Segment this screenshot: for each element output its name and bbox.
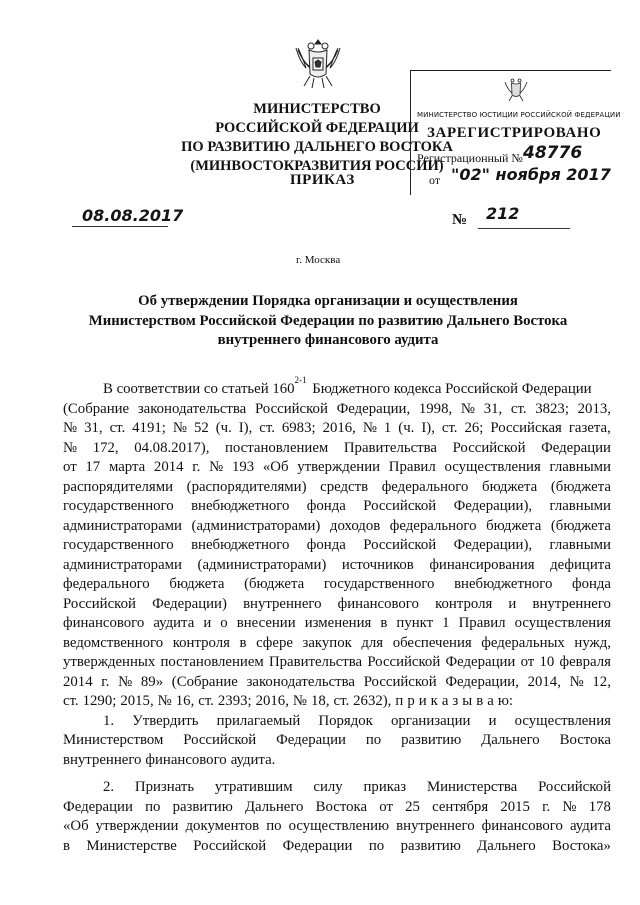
word: Федерации — [63, 798, 133, 815]
word: для — [361, 634, 384, 651]
word: утвержденных — [63, 654, 156, 670]
word: 10 — [539, 654, 555, 670]
word: 04.08.2017), — [134, 439, 210, 456]
word: газета, — [568, 420, 611, 436]
word: 2015 — [500, 798, 530, 815]
word: Федерации — [541, 439, 611, 456]
body-line — [63, 751, 611, 771]
word: 12, — [592, 673, 611, 690]
word: по — [368, 837, 385, 854]
word: № — [460, 400, 475, 417]
word: аудита. — [230, 751, 276, 768]
word: Российской — [183, 732, 257, 748]
word: внутреннего — [532, 595, 611, 612]
word: федерального — [389, 517, 477, 534]
word: (ч. — [398, 420, 415, 436]
word: 2016, — [255, 693, 289, 709]
word: р — [407, 693, 415, 709]
word: 2013, — [577, 400, 611, 417]
word: 1 — [383, 420, 392, 436]
order-number: 212 — [486, 204, 520, 223]
word: постановлением — [224, 439, 329, 456]
word: (администраторами) — [191, 517, 321, 534]
word: и — [488, 712, 497, 729]
word: Министерством — [63, 732, 164, 748]
word: силу — [313, 779, 343, 795]
word: от — [63, 459, 77, 475]
word: ю: — [497, 693, 513, 709]
word: распорядителями — [63, 478, 174, 495]
word: финансового — [337, 595, 419, 612]
word: закупок — [302, 634, 352, 651]
word: в — [380, 615, 388, 631]
order-date: 08.08.2017 — [82, 206, 184, 225]
word: Востока» — [552, 837, 611, 854]
word: финансового — [481, 818, 563, 834]
word: 31, — [84, 420, 103, 436]
word: № — [63, 439, 78, 456]
word: Российской — [363, 673, 437, 690]
word: Востока — [559, 732, 611, 748]
word: 2016, — [322, 420, 356, 436]
word: фонда — [571, 576, 611, 592]
word: внесении — [236, 615, 296, 631]
word: Утвердить — [132, 712, 199, 729]
document-body — [63, 375, 611, 856]
word: г. — [192, 459, 201, 475]
word: «Об — [262, 459, 289, 475]
heading-line-3: внутреннего финансового аудита — [217, 332, 439, 348]
word: Федерации), — [453, 537, 533, 553]
word: внебюджетного — [191, 498, 290, 514]
word: по — [266, 818, 282, 834]
word: Дальнего — [477, 837, 536, 854]
ministry-line-4: (МИНВОСТОКРАЗВИТИЯ РОССИИ) — [190, 158, 444, 174]
stamp-reg-label: Регистрационный № — [417, 151, 523, 165]
word: Дальнего — [244, 798, 304, 815]
word: з — [452, 693, 459, 709]
word: № — [562, 798, 577, 815]
word: развитию — [172, 798, 233, 815]
word: дефицита — [550, 556, 611, 573]
word: бюджета — [169, 576, 225, 592]
date-underline — [72, 226, 168, 227]
word: 2014, — [527, 673, 561, 690]
word: № — [63, 420, 78, 436]
word: от — [379, 798, 393, 815]
word: и — [418, 693, 427, 709]
word: источников — [341, 556, 414, 573]
body-line — [63, 778, 611, 798]
word: администраторами — [63, 517, 182, 534]
word: Правил — [458, 615, 506, 631]
word: в — [476, 693, 484, 709]
word: осуществления — [514, 615, 611, 631]
stamp-ministry-of-justice: МИНИСТЕРСТВО ЮСТИЦИИ РОССИЙСКОЙ ФЕДЕРАЦИИ — [417, 111, 621, 119]
word: а — [487, 693, 494, 709]
word: по — [145, 798, 161, 815]
word: 2. — [103, 779, 115, 795]
word: документов — [185, 818, 260, 834]
body-line — [63, 419, 611, 439]
body-line — [63, 497, 611, 517]
word: (администраторами) — [197, 556, 327, 573]
word: № — [569, 673, 584, 690]
word: главными — [549, 537, 611, 553]
word: внутреннего — [396, 818, 475, 834]
word: бюджета — [486, 517, 542, 534]
word: I), — [238, 420, 253, 436]
word: ведомственного — [63, 634, 164, 651]
word: финансового — [63, 615, 145, 631]
body-line — [63, 614, 611, 634]
word: 31, — [483, 400, 503, 417]
word: а — [441, 693, 449, 709]
registration-stamp — [410, 70, 621, 195]
document-heading — [68, 292, 588, 351]
word: 6983; — [281, 420, 316, 436]
word: пункт — [396, 615, 434, 631]
word: о — [220, 615, 228, 631]
body-line — [63, 458, 611, 478]
order-number-label: № — [452, 212, 468, 228]
word: 18, — [311, 693, 330, 709]
word: ст. — [441, 420, 458, 436]
word: бюджета — [482, 478, 538, 495]
article-superscript: 2-1 — [294, 375, 307, 385]
word: организации — [390, 712, 471, 729]
word: средств — [320, 478, 369, 495]
body-line-first-rest: Бюджетного кодекса Российской Федерации — [312, 381, 592, 397]
word: Российской — [367, 654, 441, 670]
word: ст. — [510, 400, 527, 417]
word: от — [520, 654, 535, 670]
stamp-reg-date: "02" ноября 2017 — [451, 165, 611, 184]
body-line — [63, 595, 611, 615]
word: 193 — [231, 459, 255, 475]
word: осуществления — [514, 712, 611, 729]
word: г. — [542, 798, 551, 815]
word: аудита — [569, 818, 611, 834]
word: в — [63, 837, 70, 854]
word: 89» — [140, 673, 164, 690]
body-line — [63, 798, 611, 818]
word: государственного — [63, 498, 174, 514]
word: 1998, — [418, 400, 453, 417]
word: Федерации, — [336, 400, 411, 417]
word: законодательства — [137, 400, 247, 417]
stamp-emblem-icon — [503, 75, 529, 103]
word: финансового — [145, 751, 227, 768]
word: «Об — [63, 818, 89, 834]
word: № — [157, 693, 172, 709]
word: постановлением — [160, 654, 264, 670]
word: (распорядителями) — [186, 478, 307, 495]
word: I), — [421, 420, 435, 436]
word: 4191; — [132, 420, 166, 436]
body-line-first-start: В соответствии со статьей 160 — [103, 381, 295, 397]
heading-line-1: Об утверждении Порядка организации и осуществления — [138, 293, 518, 309]
word: по — [365, 732, 382, 748]
word: № — [172, 420, 187, 436]
word: к — [430, 693, 438, 709]
word: Правительства — [343, 439, 437, 456]
word: развитию — [401, 732, 462, 748]
body-line-first — [63, 375, 611, 400]
word: главными — [549, 459, 611, 475]
word: контроля — [172, 634, 230, 651]
word: 17 — [85, 459, 101, 475]
word: Российской — [452, 439, 526, 456]
ministry-line-2: РОССИЙСКОЙ ФЕДЕРАЦИИ — [215, 120, 419, 136]
body-line — [63, 439, 611, 459]
word: государственного — [63, 537, 174, 553]
word: 2393; — [217, 693, 252, 709]
word: 52 — [193, 420, 209, 436]
word: утверждении — [297, 459, 381, 475]
body-line — [63, 731, 611, 751]
word: Российская — [490, 420, 562, 436]
word: аудита — [153, 615, 195, 631]
word: г. — [101, 673, 110, 690]
body-line — [63, 634, 611, 654]
word: 1 — [442, 615, 450, 631]
word: федерального — [381, 478, 469, 495]
word: Правительства — [268, 654, 363, 670]
word: утверждении — [95, 818, 179, 834]
word: внебюджетного — [454, 576, 553, 592]
word: осуществлению — [288, 818, 390, 834]
paragraph-gap — [63, 770, 611, 778]
word: главными — [549, 498, 611, 514]
stamp-registered-label: ЗАРЕГИСТРИРОВАНО — [427, 125, 602, 141]
word: Федерации — [276, 732, 346, 748]
body-line — [63, 536, 611, 556]
word: № — [209, 459, 224, 475]
word: контроля — [435, 595, 493, 612]
word: и — [203, 615, 212, 631]
word: Российской — [363, 537, 437, 553]
word: 25 — [405, 798, 420, 815]
body-line — [63, 517, 611, 537]
word: внутреннего — [63, 751, 142, 768]
word: Порядок — [318, 712, 373, 729]
word: осуществления — [444, 459, 541, 475]
word: 26; — [464, 420, 484, 436]
ministry-line-3: ПО РАЗВИТИЮ ДАЛЬНЕГО ВОСТОКА — [181, 139, 453, 155]
word: Федерации — [282, 837, 353, 854]
word: Российской — [538, 779, 611, 795]
body-line — [63, 575, 611, 595]
word: фонда — [306, 537, 346, 553]
body-line — [63, 673, 611, 693]
word: № — [118, 673, 133, 690]
word: законодательства — [246, 673, 355, 690]
word: Федерации), — [453, 498, 533, 514]
word: Министерстве — [86, 837, 177, 854]
word: приказ — [363, 779, 407, 795]
word: финансирования — [429, 556, 535, 573]
order-city: г. Москва — [296, 254, 341, 266]
word: государственного — [323, 576, 435, 592]
ministry-line-1: МИНИСТЕРСТВО — [253, 101, 381, 117]
word: изменения — [304, 615, 372, 631]
word: п — [395, 693, 404, 709]
word: Российской — [254, 400, 328, 417]
word: ы — [462, 693, 473, 709]
word: Федерации — [445, 654, 516, 670]
word: 178 — [588, 798, 611, 815]
word: внебюджетного — [191, 537, 290, 553]
word: Дальнего — [481, 732, 540, 748]
body-line — [63, 478, 611, 498]
word: (ч. — [215, 420, 232, 436]
word: ст. — [63, 693, 79, 709]
body-line — [63, 653, 611, 673]
word: Федерации) — [152, 595, 227, 612]
word: федеральных — [481, 634, 565, 651]
word: утратившим — [214, 779, 293, 795]
word: (бюджета — [550, 517, 611, 534]
word: Федерации, — [445, 673, 519, 690]
word: (Собрание — [171, 673, 238, 690]
word: нужд, — [574, 634, 611, 651]
word: Признать — [134, 779, 195, 795]
word: (Собрание — [63, 400, 130, 417]
word: сфере — [256, 634, 293, 651]
word: февраля — [559, 654, 611, 670]
body-line — [63, 817, 611, 837]
word: внутреннего — [243, 595, 322, 612]
word: администраторами — [63, 556, 182, 573]
word: Российской — [363, 498, 437, 514]
word: Министерства — [426, 779, 518, 795]
word: сентября — [432, 798, 489, 815]
word: развитию — [400, 837, 461, 854]
word: 2015, — [120, 693, 154, 709]
word: 3823; — [535, 400, 569, 417]
word: (бюджета — [244, 576, 305, 592]
word: 2014 — [153, 459, 184, 475]
order-title: ПРИКАЗ — [290, 172, 355, 188]
russian-coat-of-arms-icon — [292, 34, 344, 90]
word: доходов — [329, 517, 381, 534]
body-line — [63, 712, 611, 732]
word: Правил — [388, 459, 436, 475]
stamp-reg-number: 48776 — [523, 143, 583, 163]
word: 1290; — [82, 693, 117, 709]
word: 16, — [175, 693, 195, 709]
body-line — [63, 400, 611, 420]
body-line — [63, 692, 611, 712]
word: ст. — [198, 693, 214, 709]
stamp-date-label: от — [429, 173, 441, 187]
word: 2632), — [353, 693, 392, 709]
word: 172, — [92, 439, 119, 456]
word: 2014 — [63, 673, 93, 690]
number-underline — [478, 228, 570, 229]
word: федерального — [63, 576, 150, 592]
body-line — [63, 837, 611, 857]
word: прилагаемый — [216, 712, 301, 729]
word: Востока — [315, 798, 368, 815]
word: обеспечения — [392, 634, 472, 651]
word: и — [508, 595, 517, 612]
word: Российской — [63, 595, 136, 612]
word: марта — [108, 459, 146, 475]
word: Российской — [193, 837, 267, 854]
word: ст. — [333, 693, 350, 709]
word: ст. — [109, 420, 126, 436]
word: ст. — [259, 420, 275, 436]
word: фонда — [306, 498, 346, 514]
word: № — [362, 420, 377, 436]
heading-line-2: Министерством Российской Федерации по развитию Дальнего Востока — [88, 312, 568, 329]
word: в — [239, 634, 247, 651]
word: № — [292, 693, 308, 709]
body-line — [63, 556, 611, 576]
word: 1. — [103, 712, 115, 729]
word: (бюджета — [550, 478, 611, 495]
